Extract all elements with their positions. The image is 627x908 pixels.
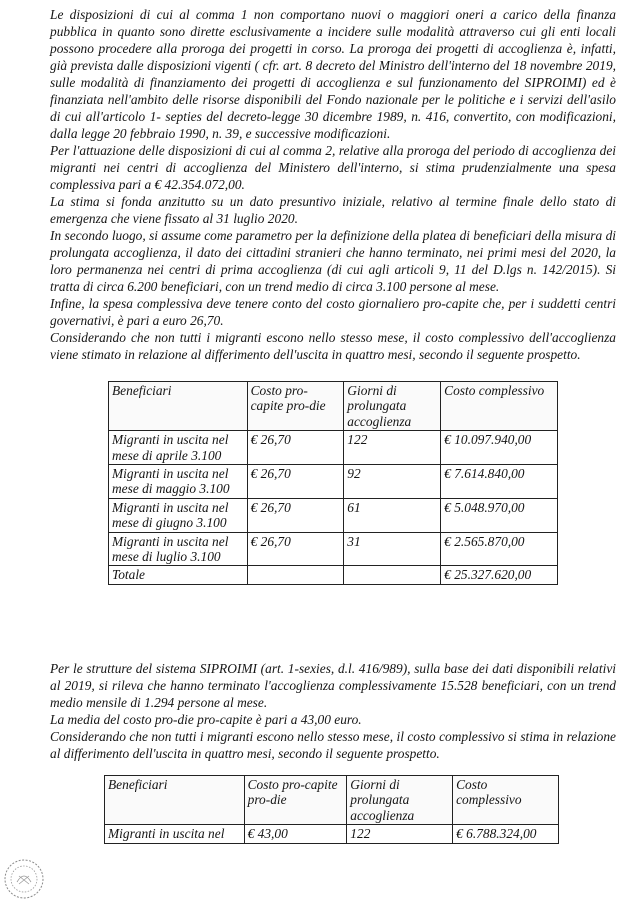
header-costo-pro-capite: Costo pro-capite pro-die xyxy=(244,776,347,825)
paragraph-stima: La stima si fonda anzitutto su un dato presuntivo iniziale, relativo al termine finale dello stato di emergenza che viene fissato al 31 luglio 2020. xyxy=(50,194,616,226)
cell-beneficiari: Migranti in uscita nel mese di giugno 3.100 xyxy=(109,498,248,532)
paragraph-costo-giornaliero: Infine, la spesa complessiva deve tenere conto del costo giornaliero pro-capite che, per i suddetti centri governativi, è pari a euro 26,70. xyxy=(50,296,616,328)
table-total-row xyxy=(109,566,558,584)
cell-giorni: 92 xyxy=(344,465,441,499)
header-giorni: Giorni di prolungata accoglienza xyxy=(344,382,441,431)
cell-giorni: 31 xyxy=(344,532,441,566)
header-costo-pro-capite: Costo pro-capite pro-die xyxy=(247,382,344,431)
paragraph-media-costo: La media del costo pro-die pro-capite è pari a 43,00 euro. xyxy=(50,712,362,727)
cell-totale: € 6.788.324,00 xyxy=(453,825,559,843)
cost-table-governativi xyxy=(108,381,558,585)
cell-beneficiari: Migranti in uscita nel xyxy=(105,825,245,843)
cell-totale: € 2.565.870,00 xyxy=(441,532,558,566)
cell-grand-total: € 25.327.620,00 xyxy=(441,566,558,584)
table-header-row xyxy=(105,776,559,825)
header-giorni: Giorni di prolungata accoglienza xyxy=(347,776,453,825)
cell-giorni: 122 xyxy=(344,431,441,465)
cell-giorni: 122 xyxy=(347,825,453,843)
cell-empty xyxy=(247,566,344,584)
paragraph-prospetto-1: Considerando che non tutti i migranti escono nello stesso mese, il costo complessivo dell'accoglienza viene stimato in relazione al differimento dell'uscita in quattro mesi, secondo il seguente prospetto. xyxy=(50,330,616,362)
cell-totale: € 5.048.970,00 xyxy=(441,498,558,532)
header-costo-complessivo: Costo complessivo xyxy=(441,382,558,431)
official-stamp-icon xyxy=(3,858,45,900)
paragraph-platea: In secondo luogo, si assume come parametro per la definizione della platea di beneficiari della misura di prolungata accoglienza, il dato dei cittadini stranieri che hanno terminato, nei primi mesi del 2020, la loro permanenza nei centri di prima accoglienza (di cui agli articoli 9, 11 del D.lgs n. 142/2015). Si tratta di circa 6.200 beneficiari, con un trend medio di circa 3.100 persone al mese. xyxy=(50,228,616,294)
cell-beneficiari: Migranti in uscita nel mese di luglio 3.100 xyxy=(109,532,248,566)
table-row xyxy=(109,431,558,465)
cell-giorni: 61 xyxy=(344,498,441,532)
table-row xyxy=(109,465,558,499)
cell-costo: € 26,70 xyxy=(247,498,344,532)
header-costo-complessivo: Costo complessivo xyxy=(453,776,559,825)
cell-totale-label: Totale xyxy=(109,566,248,584)
paragraph-siproimi: Per le strutture del sistema SIPROIMI (art. 1-sexies, d.l. 416/989), sulla base dei dati disponibili relativi al 2019, si rileva che hanno terminato l'accoglienza complessivamente 15.528 beneficiari, con un trend medio mensile di 1.294 persone al mese. xyxy=(50,661,616,710)
cell-costo: € 26,70 xyxy=(247,431,344,465)
table-row xyxy=(109,532,558,566)
table-header-row xyxy=(109,382,558,431)
table-row xyxy=(105,825,559,843)
paragraph-prospetto-2: Considerando che non tutti i migranti escono nello stesso mese, il costo complessivo si stima in relazione al differimento dell'uscita in quattro mesi, secondo il seguente prospetto. xyxy=(50,729,616,761)
cell-costo: € 26,70 xyxy=(247,465,344,499)
cell-costo: € 26,70 xyxy=(247,532,344,566)
header-beneficiari: Beneficiari xyxy=(109,382,248,431)
cell-costo: € 43,00 xyxy=(244,825,347,843)
cell-totale: € 7.614.840,00 xyxy=(441,465,558,499)
cell-beneficiari: Migranti in uscita nel mese di aprile 3.100 xyxy=(109,431,248,465)
paragraph-oneri: Le disposizioni di cui al comma 1 non comportano nuovi o maggiori oneri a carico della finanza pubblica in quanto sono dirette esclusivamente a incidere sulle modalità attraverso cui gli enti locali possono procedere alla proroga dei progetti in corso. La proroga dei progetti di accoglienza è, infatti, già prevista dalle disposizioni vigenti ( cfr. art. 8 decreto del Ministro dell'interno del 18 novembre 2019, sulle modalità di finanziamento dei progetti di accoglienza e sul funzionamento del SIPROIMI) ed è finanziata nell'ambito delle risorse disponibili del Fondo nazionale per le politiche e i servizi dell'asilo di cui all'articolo 1- septies del decreto-legge 30 dicembre 1989, n. 416, convertito, con modificazioni, dalla legge 20 febbraio 1990, n. 39, e successive modificazioni. xyxy=(50,7,616,141)
cell-totale: € 10.097.940,00 xyxy=(441,431,558,465)
cell-beneficiari: Migranti in uscita nel mese di maggio 3.100 xyxy=(109,465,248,499)
cost-table-siproimi xyxy=(104,775,559,844)
table-row xyxy=(109,498,558,532)
cell-empty xyxy=(344,566,441,584)
header-beneficiari: Beneficiari xyxy=(105,776,245,825)
paragraph-comma-2: Per l'attuazione delle disposizioni di cui al comma 2, relative alla proroga del periodo di accoglienza dei migranti nei centri di accoglienza del Ministero dell'interno, si stima prudenzialmente una spesa complessiva pari a € 42.354.072,00. xyxy=(50,143,616,192)
